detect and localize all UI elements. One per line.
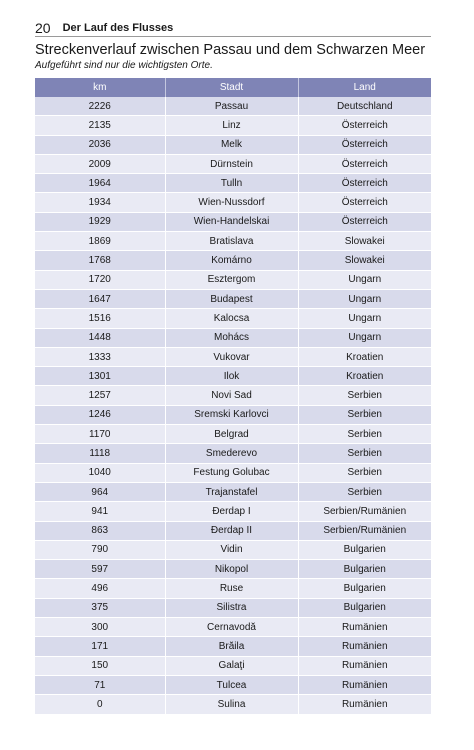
table-row [35,309,431,328]
city-cell: Novi Sad [165,386,298,405]
route-table [35,78,431,715]
city-cell: Sremski Karlovci [165,405,298,424]
km-cell: 1768 [35,251,165,270]
km-cell: 375 [35,598,165,617]
km-cell: 150 [35,656,165,675]
table-row [35,560,431,579]
km-cell: 171 [35,637,165,656]
table-row [35,675,431,694]
km-cell: 2226 [35,97,165,116]
section-title: Streckenverlauf zwischen Passau und dem Schwarzen Meer [35,42,426,58]
km-cell: 964 [35,482,165,501]
country-cell: Ungarn [298,270,431,289]
km-cell: 1040 [35,463,165,482]
country-cell: Bulgarien [298,598,431,617]
country-cell: Serbien [298,482,431,501]
km-cell: 863 [35,521,165,540]
km-cell: 71 [35,675,165,694]
city-cell: Festung Golubac [165,463,298,482]
table-row [35,386,431,405]
country-cell: Rumänien [298,656,431,675]
table-row [35,97,431,116]
table-row [35,637,431,656]
country-cell: Kroatien [298,347,431,366]
country-cell: Serbien [298,463,431,482]
km-cell: 1118 [35,444,165,463]
table-row [35,656,431,675]
table-row [35,154,431,173]
table-row [35,425,431,444]
page-number: 20 [35,20,51,36]
city-cell: Mohács [165,328,298,347]
table-row [35,540,431,559]
country-cell: Ungarn [298,289,431,308]
country-cell: Kroatien [298,367,431,386]
city-cell: Brăila [165,637,298,656]
page [35,18,431,715]
table-row [35,116,431,135]
km-cell: 300 [35,618,165,637]
country-cell: Slowakei [298,232,431,251]
column-header-land: Land [298,78,431,97]
km-cell: 1257 [35,386,165,405]
table-row [35,347,431,366]
city-cell: Đerdap II [165,521,298,540]
country-cell: Bulgarien [298,540,431,559]
city-cell: Silistra [165,598,298,617]
table-row [35,405,431,424]
city-cell: Wien-Handelskai [165,212,298,231]
city-cell: Đerdap I [165,502,298,521]
country-cell: Österreich [298,193,431,212]
km-cell: 496 [35,579,165,598]
country-cell: Serbien [298,405,431,424]
country-cell: Rumänien [298,695,431,714]
table-row [35,232,431,251]
km-cell: 1647 [35,289,165,308]
table-row [35,444,431,463]
table-row [35,193,431,212]
country-cell: Rumänien [298,637,431,656]
km-cell: 1333 [35,347,165,366]
km-cell: 1246 [35,405,165,424]
city-cell: Ruse [165,579,298,598]
table-row [35,367,431,386]
table-row [35,579,431,598]
country-cell: Serbien/Rumänien [298,502,431,521]
country-cell: Deutschland [298,97,431,116]
city-cell: Cernavodă [165,618,298,637]
km-cell: 1934 [35,193,165,212]
table-row [35,270,431,289]
country-cell: Serbien [298,386,431,405]
country-cell: Serbien [298,444,431,463]
table-row [35,328,431,347]
km-cell: 1301 [35,367,165,386]
city-cell: Wien-Nussdorf [165,193,298,212]
chapter-title: Der Lauf des Flusses [62,22,174,34]
table-row [35,251,431,270]
country-cell: Bulgarien [298,579,431,598]
km-cell: 1170 [35,425,165,444]
km-cell: 597 [35,560,165,579]
country-cell: Ungarn [298,328,431,347]
km-cell: 2009 [35,154,165,173]
km-cell: 1720 [35,270,165,289]
city-cell: Sulina [165,695,298,714]
city-cell: Dürnstein [165,154,298,173]
km-cell: 1964 [35,174,165,193]
country-cell: Österreich [298,174,431,193]
city-cell: Vukovar [165,347,298,366]
city-cell: Tulcea [165,675,298,694]
city-cell: Belgrad [165,425,298,444]
country-cell: Bulgarien [298,560,431,579]
country-cell: Österreich [298,135,431,154]
km-cell: 790 [35,540,165,559]
km-cell: 0 [35,695,165,714]
city-cell: Melk [165,135,298,154]
column-header-stadt: Stadt [165,78,298,97]
country-cell: Rumänien [298,618,431,637]
country-cell: Österreich [298,154,431,173]
city-cell: Kalocsa [165,309,298,328]
running-head [35,18,431,37]
city-cell: Komárno [165,251,298,270]
section-subtitle: Aufgeführt sind nur die wichtigsten Orte. [35,60,213,71]
city-cell: Nikopol [165,560,298,579]
km-cell: 2135 [35,116,165,135]
table-row [35,618,431,637]
table-row [35,502,431,521]
km-cell: 1869 [35,232,165,251]
km-cell: 1448 [35,328,165,347]
country-cell: Serbien [298,425,431,444]
city-cell: Trajanstafel [165,482,298,501]
city-cell: Tulln [165,174,298,193]
table-row [35,521,431,540]
km-cell: 2036 [35,135,165,154]
km-cell: 941 [35,502,165,521]
country-cell: Österreich [298,116,431,135]
country-cell: Ungarn [298,309,431,328]
country-cell: Serbien/Rumänien [298,521,431,540]
city-cell: Ilok [165,367,298,386]
city-cell: Vidin [165,540,298,559]
table-header-row [35,78,431,97]
table-row [35,695,431,714]
table-row [35,289,431,308]
city-cell: Esztergom [165,270,298,289]
table-body [35,97,431,714]
country-cell: Slowakei [298,251,431,270]
city-cell: Smederevo [165,444,298,463]
city-cell: Passau [165,97,298,116]
city-cell: Linz [165,116,298,135]
city-cell: Budapest [165,289,298,308]
country-cell: Rumänien [298,675,431,694]
table-row [35,135,431,154]
city-cell: Galaţi [165,656,298,675]
table-row [35,463,431,482]
table-row [35,174,431,193]
table-row [35,598,431,617]
km-cell: 1929 [35,212,165,231]
table-row [35,482,431,501]
column-header-km: km [35,78,165,97]
km-cell: 1516 [35,309,165,328]
city-cell: Bratislava [165,232,298,251]
country-cell: Österreich [298,212,431,231]
table-row [35,212,431,231]
